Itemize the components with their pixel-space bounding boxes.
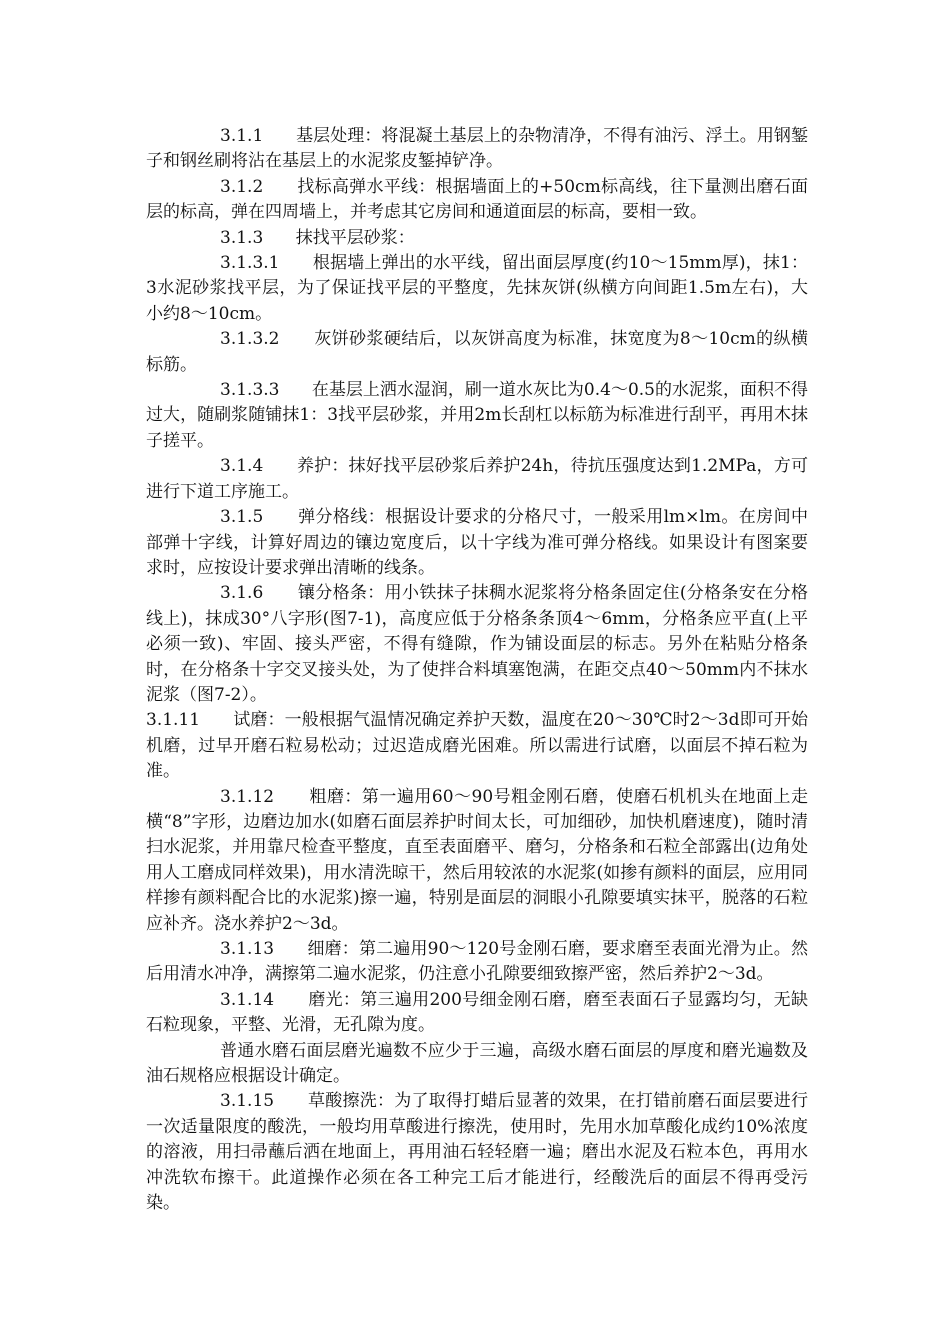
paragraph-text: 磨光：第三遍用200号细金刚石磨，磨至表面石子显露均匀，无缺石粒现象，平整、光滑，无孔隙为度。	[146, 989, 808, 1036]
paragraph-text: 养护：抹好找平层砂浆后养护24h，待抗压强度达到1.2MPa，方可进行下道工序施工。	[146, 456, 808, 502]
number-gap	[279, 329, 314, 349]
section-number: 3.1.3	[220, 227, 264, 248]
document-body	[146, 124, 819, 1216]
paragraph-text: 找标高弹水平线：根据墙面上的+50cm标高线，往下量测出磨石面层的标高，弹在四周墙上，并考虑其它房间和通道面层的标高，要相一致。	[146, 176, 808, 223]
number-gap	[263, 228, 295, 248]
number-gap	[279, 380, 311, 400]
paragraph-text: 镶分格条：用小铁抹子抹稠水泥浆将分格条固定住(分格条安在分格线上)，抹成30°八字形(图7-1)，高度应低于分格条条顶4～6mm，分格条应平直(上平必须一致)、牢固、接头严密，不得有缝隙，作为铺设面层的标志。另外在粘贴分格条时，在分格条十字交叉接头处，为了使拌合料填塞饱满，在距交点40～50mm内不抹水泥浆（图7-2）。	[146, 583, 808, 705]
section-number: 3.1.3.3	[220, 380, 280, 401]
paragraph-text: 细磨：第二遍用90～120号金刚石磨，要求磨至表面光滑为止。然后用清水冲净，满擦第二遍水泥浆，仍注意小孔隙要细致擦严密，然后养护2～3d。	[146, 939, 808, 985]
number-gap	[200, 710, 233, 730]
paragraph-text: 在基层上洒水湿润，刷一道水灰比为0.4～0.5的水泥浆，面积不得过大，随刷浆随铺抹1：3找平层砂浆，并用2m长刮杠以标筋为标准进行刮平，再用木抹子搓平。	[146, 380, 808, 451]
number-gap	[274, 939, 307, 959]
paragraph-3-1-2	[146, 175, 808, 226]
paragraph-3-1-3-2	[146, 327, 808, 378]
section-number: 3.1.2	[220, 176, 264, 197]
number-gap	[274, 1091, 308, 1111]
paragraph-text: 草酸擦洗：为了取得打蜡后显著的效果，在打错前磨石面层要进行一次适量限度的酸洗，一般均用草酸进行擦洗，使用时，先用水加草酸化成约10%浓度的溶液，用扫帚蘸后洒在地面上，再用油石轻轻磨一遍；磨出水泥及石粒本色，再用水冲洗软布擦干。此道操作必须在各工种完工后才能进行，经酸洗后的面层不得再受污染。	[146, 1091, 808, 1214]
number-gap	[279, 253, 312, 273]
number-gap	[274, 990, 308, 1010]
paragraph-text: 普通水磨石面层磨光遍数不应少于三遍，高级水磨石面层的厚度和磨光遍数及油石规格应根据设计确定。	[146, 1040, 808, 1087]
paragraph-3-1-1	[146, 124, 808, 175]
paragraph-text: 根据墙上弹出的水平线，留出面层厚度(约10～15mm厚)，抹1： 3水泥砂浆找平层，为了保证找平层的平整度，先抹灰饼(纵横方向间距1.5m左右)，大小约8～10cm。	[146, 253, 819, 324]
number-gap	[274, 787, 309, 807]
paragraph-3-1-3-1	[146, 251, 819, 327]
paragraph-grinding-note	[146, 1039, 808, 1090]
paragraph-text: 弹分格线：根据设计要求的分格尺寸，一般采用lm×lm。在房间中部弹十字线，计算好周边的镶边宽度后，以十字线为准可弹分格线。如果设计有图案要求时，应按设计要求弹出清晰的线条。	[146, 507, 808, 578]
section-number: 3.1.6	[220, 583, 264, 604]
paragraph-3-1-15	[146, 1089, 808, 1216]
paragraph-text: 抹找平层砂浆：	[295, 227, 415, 248]
paragraph-3-1-12	[146, 785, 808, 937]
number-gap	[263, 177, 297, 197]
paragraph-3-1-13	[146, 937, 808, 988]
paragraph-3-1-5	[146, 505, 808, 581]
number-gap	[263, 456, 297, 476]
section-number: 3.1.3.2	[220, 329, 280, 350]
paragraph-3-1-3	[146, 226, 808, 251]
paragraph-3-1-14	[146, 988, 808, 1039]
paragraph-text: 灰饼砂浆硬结后，以灰饼高度为标准，抹宽度为8～10cm的纵横标筋。	[146, 329, 808, 375]
section-number: 3.1.15	[220, 1091, 275, 1112]
section-number: 3.1.1	[220, 126, 264, 146]
section-number: 3.1.11	[146, 710, 201, 731]
section-number: 3.1.13	[220, 939, 275, 959]
number-gap	[263, 583, 298, 603]
section-number: 3.1.4	[220, 456, 264, 477]
paragraph-text: 粗磨：第一遍用60～90号粗金刚石磨，使磨石机机头在地面上走横“8”字形，边磨边加水(如磨石面层养护时间太长，可加细砂，加快机磨速度)，随时清扫水泥浆，并用靠尺检查平整度，直至表面磨平、磨匀，分格条和石粒全部露出(边角处用人工磨成同样效果)，用水清洗晾干，然后用较浓的水泥浆(如掺有颜料的面层，应用同样掺有颜料配合比的水泥浆)擦一遍，特别是面层的洞眼小孔隙要填实抹平，脱落的石粒应补齐。浇水养护2～3d。	[146, 786, 808, 934]
paragraph-3-1-6	[146, 581, 808, 708]
section-number: 3.1.3.1	[220, 253, 280, 274]
number-gap	[263, 507, 298, 527]
paragraph-3-1-11	[146, 708, 808, 784]
section-number: 3.1.14	[220, 989, 275, 1010]
section-number: 3.1.12	[220, 786, 275, 807]
paragraph-3-1-3-3	[146, 378, 808, 454]
paragraph-text: 基层处理：将混凝土基层上的杂物清净，不得有油污、浮土。用钢錾子和钢丝刷将沾在基层上的水泥浆皮錾掉铲净。	[146, 126, 808, 172]
paragraph-text: 试磨：一般根据气温情况确定养护天数，温度在20～30℃时2～3d即可开始机磨，过早开磨石粒易松动；过迟造成磨光困难。所以需进行试磨，以面层不掉石粒为准。	[146, 710, 808, 782]
paragraph-3-1-4	[146, 454, 808, 505]
number-gap	[263, 126, 296, 146]
section-number: 3.1.5	[220, 507, 264, 528]
